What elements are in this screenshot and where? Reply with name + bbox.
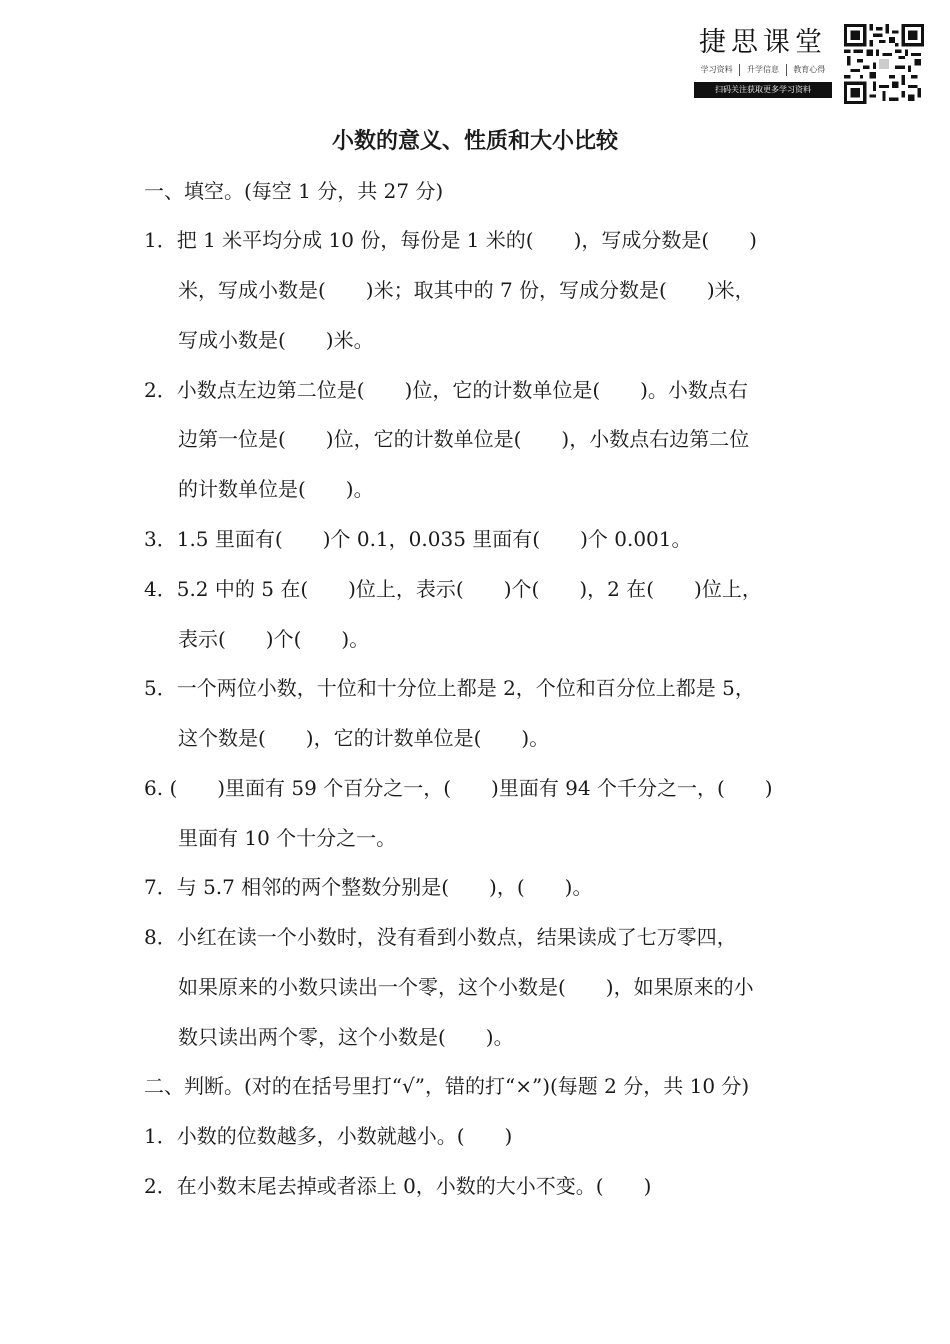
brand-block bbox=[694, 24, 832, 98]
page-title: 小数的意义、性质和大小比较 bbox=[331, 129, 618, 154]
brand-tag: 教育心得 bbox=[786, 64, 832, 76]
question-line: 1．把 1 米平均分成 10 份，每份是 1 米的( )，写成分数是( ) bbox=[144, 228, 757, 252]
brand-tag: 升学信息 bbox=[739, 64, 785, 76]
question-line: 表示( )个( )。 bbox=[178, 627, 370, 651]
section-heading: 一、填空。(每空 1 分，共 27 分) bbox=[144, 179, 444, 203]
question-line: 写成小数是( )米。 bbox=[178, 328, 374, 352]
question-line: 5．一个两位小数，十位和十分位上都是 2，个位和百分位上都是 5， bbox=[144, 676, 755, 700]
question-line: 里面有 10 个十分之一。 bbox=[178, 826, 397, 850]
question-line: 3．1.5 里面有( )个 0.1，0.035 里面有( )个 0.001。 bbox=[144, 527, 692, 551]
brand-tag: 学习资料 bbox=[700, 65, 733, 74]
page-header bbox=[694, 24, 926, 108]
question-line: 米，写成小数是( )米；取其中的 7 份，写成分数是( )米， bbox=[178, 278, 755, 302]
section-heading: 二、判断。(对的在括号里打“√”，错的打“×”)(每题 2 分，共 10 分) bbox=[144, 1074, 750, 1098]
question-line: 2．小数点左边第二位是( )位，它的计数单位是( )。小数点右 bbox=[144, 378, 748, 402]
question-line: 8．小红在读一个小数时，没有看到小数点，结果读成了七万零四， bbox=[144, 925, 737, 949]
question-line: 边第一位是( )位，它的计数单位是( )，小数点右边第二位 bbox=[178, 427, 750, 451]
question-line: 6. ( )里面有 59 个百分之一，( )里面有 94 个千分之一，( ) bbox=[144, 776, 773, 800]
question-line: 的计数单位是( )。 bbox=[178, 477, 374, 501]
question-line: 2．在小数末尾去掉或者添上 0，小数的大小不变。( ) bbox=[144, 1174, 652, 1198]
qr-code-icon bbox=[844, 24, 924, 104]
brand-name: 捷思课堂 bbox=[699, 27, 827, 58]
question-line: 7．与 5.7 相邻的两个整数分别是( )，( )。 bbox=[144, 875, 593, 899]
question-line: 4．5.2 中的 5 在( )位上，表示( )个( )，2 在( )位上， bbox=[144, 577, 762, 601]
question-line: 如果原来的小数只读出一个零，这个小数是( )，如果原来的小 bbox=[178, 975, 754, 999]
brand-tags bbox=[694, 64, 832, 76]
question-line: 这个数是( )，它的计数单位是( )。 bbox=[178, 726, 550, 750]
question-line: 1．小数的位数越多，小数就越小。( ) bbox=[144, 1124, 513, 1148]
brand-bar: 扫码关注获取更多学习资料 bbox=[694, 82, 832, 98]
question-line: 数只读出两个零，这个小数是( )。 bbox=[178, 1025, 514, 1049]
